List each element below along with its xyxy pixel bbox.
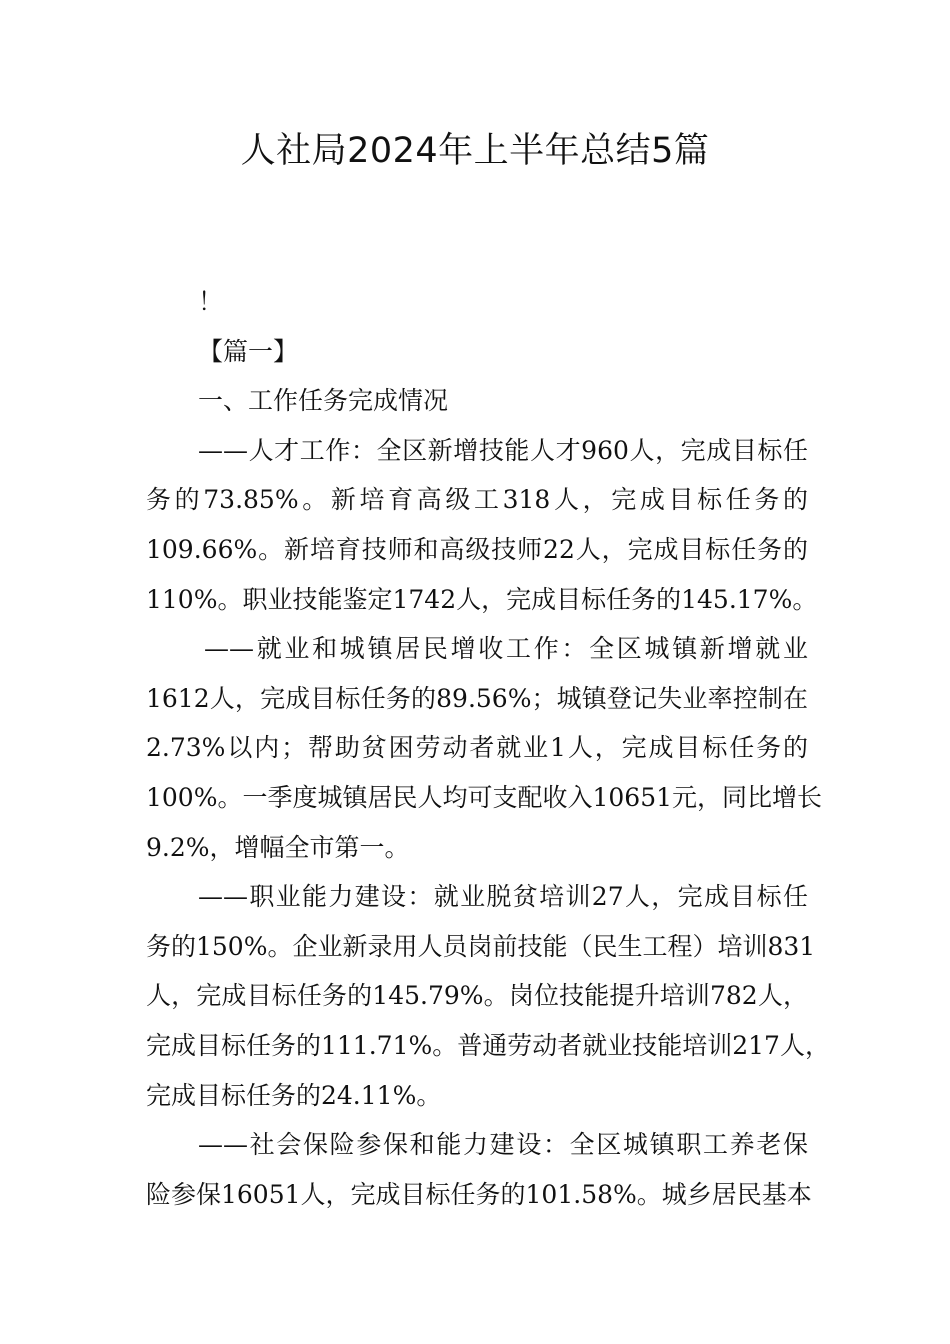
text-line: 险参保16051人，完成目标任务的101.58%。城乡居民基本 <box>146 1179 812 1209</box>
text-line: 务的150%。企业新录用人员岗前技能（民生工程）培训831 <box>146 931 816 961</box>
text-line: 109.66%。新培育技师和高级技师22人，完成目标任务的 <box>146 534 808 564</box>
text-line: 9.2%，增幅全市第一。 <box>146 832 410 862</box>
text-line: 110%。职业技能鉴定1742人，完成目标任务的145.17%。 <box>146 584 818 614</box>
document-title: 人社局2024年上半年总结5篇 <box>240 131 710 171</box>
text-line: 完成目标任务的24.11%。 <box>146 1080 442 1110</box>
section-heading: 【篇一】 <box>198 336 299 366</box>
text-line: ——社会保险参保和能力建设：全区城镇职工养老保 <box>198 1130 808 1160</box>
text-line: 务的73.85%。新培育高级工318人，完成目标任务的 <box>146 485 808 515</box>
text-line: 完成目标任务的111.71%。普通劳动者就业技能培训217人， <box>146 1030 830 1060</box>
subsection-heading: 一、工作任务完成情况 <box>198 386 449 416</box>
text-line: ！ <box>198 287 224 316</box>
text-line: ——就业和城镇居民增收工作：全区城镇新增就业 <box>204 634 808 664</box>
text-line: 2.73%以内；帮助贫困劳动者就业1人，完成目标任务的 <box>146 733 808 763</box>
text-line: ——人才工作：全区新增技能人才960人，完成目标任 <box>198 435 808 465</box>
document-body <box>146 277 830 1219</box>
text-line: 100%。一季度城镇居民人均可支配收入10651元，同比增长 <box>146 782 823 812</box>
text-line: ——职业能力建设：就业脱贫培训27人，完成目标任 <box>198 882 808 912</box>
text-line: 1612人，完成目标任务的89.56%；城镇登记失业率控制在 <box>146 683 808 713</box>
text-line: 人，完成目标任务的145.79%。岗位技能提升培训782人， <box>146 981 808 1011</box>
